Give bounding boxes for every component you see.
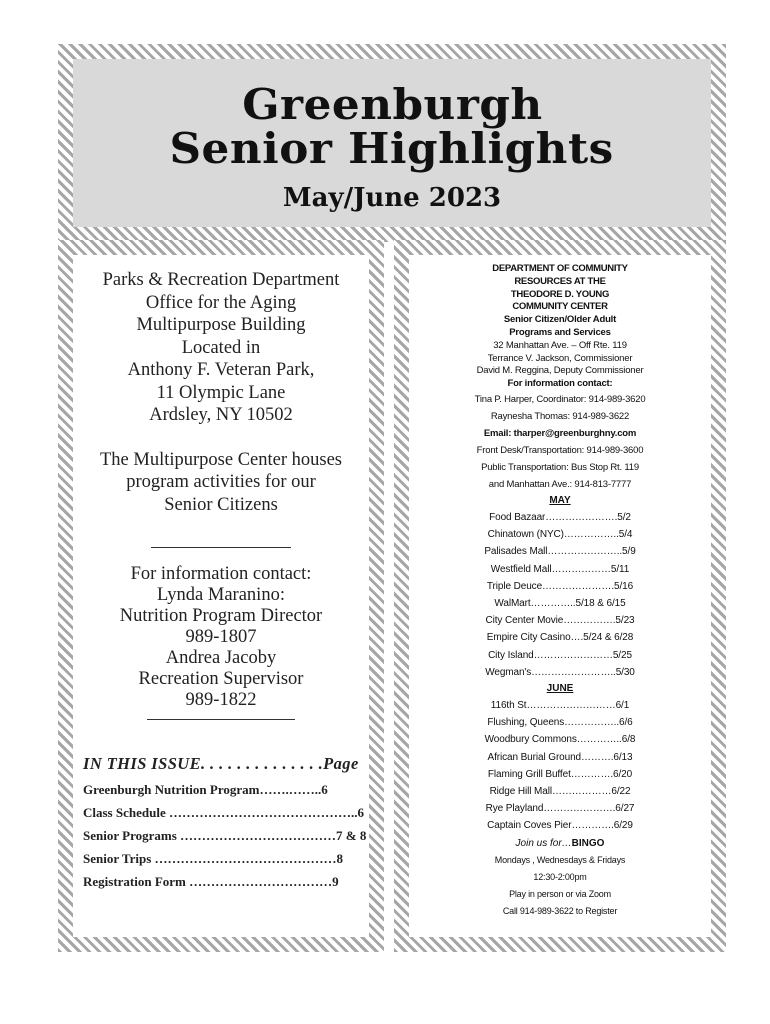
trip-item: Ridge Hill Mall………………6/22: [489, 786, 631, 798]
info-heading: For information contact:: [507, 378, 613, 390]
contact-line: For information contact:: [130, 564, 312, 584]
trip-item: 116th St………………………6/1: [490, 700, 630, 711]
left-column: [73, 255, 369, 937]
masthead: [73, 59, 711, 227]
info-line: Raynesha Thomas: 914-989-3622: [490, 410, 630, 422]
trip-item: Food Bazaar………………….5/2: [489, 511, 631, 523]
department-name-line: THEODORE D. YOUNG: [510, 288, 610, 300]
trip-item: Flaming Grill Buffet………….6/20: [487, 768, 633, 780]
contact-line: Public Transportation: Bus Stop Rt. 119: [481, 461, 639, 473]
toc-item: Class Schedule ……………………………………..6: [83, 805, 364, 820]
address-line: Ardsley, NY 10502: [149, 405, 293, 425]
contact-line: Nutrition Program Director: [119, 606, 323, 626]
left-column-border: [58, 240, 384, 952]
contact-line: Front Desk/Transportation: 914-989-3600: [476, 444, 644, 456]
trip-item: Wegman's……………………..5/30: [485, 666, 635, 678]
address-line: Anthony F. Veteran Park,: [127, 360, 315, 380]
contact-line: Andrea Jacoby: [165, 648, 277, 668]
bingo-detail: Mondays , Wednesdays & Fridays: [494, 854, 626, 865]
address-line: 11 Olympic Lane: [156, 382, 286, 403]
table-of-contents: [83, 754, 367, 889]
address-line: 32 Manhattan Ave. – Off Rte. 119: [493, 339, 627, 351]
address-line: David M. Reggina, Deputy Commissioner: [476, 365, 644, 377]
center-description: [79, 449, 363, 517]
trip-item: Empire City Casino….5/24 & 6/28: [486, 632, 634, 644]
bingo-invite: [409, 835, 711, 852]
email-link[interactable]: Email: tharper@greenburghny.com: [483, 427, 637, 439]
address-line: Located in: [181, 337, 261, 358]
right-column-border: [394, 240, 726, 952]
newsletter-title-line-1: Greenburgh: [241, 80, 543, 129]
divider: [151, 547, 291, 548]
trip-item: City Center Movie…………….5/23: [485, 615, 635, 627]
bingo-detail: 12:30-2:00pm: [533, 871, 587, 882]
department-name-line: RESOURCES AT THE: [514, 275, 606, 287]
toc-heading: IN THIS ISSUE. . . . . . . . . . . . . .Page: [83, 754, 359, 773]
trip-item: Palisades Mall…………………..5/9: [484, 546, 636, 558]
trip-item: Rye Playland………………….6/27: [485, 803, 635, 815]
trip-item: Woodbury Commons…………..6/8: [484, 734, 636, 746]
trip-item: Triple Deuce………………….5/16: [486, 580, 634, 592]
right-column: [409, 255, 711, 937]
department-name-line: COMMUNITY CENTER: [512, 301, 608, 313]
bingo-invite-prefix: Join us for…: [515, 837, 572, 849]
toc-item: Senior Programs ………………………………7 & 8: [83, 828, 367, 843]
trip-item: Captain Coves Pier………….6/29: [487, 820, 633, 832]
contact-line: and Manhattan Ave.: 914-813-7777: [488, 478, 632, 490]
department-address: [79, 269, 363, 427]
program-line: Programs and Services: [509, 326, 611, 338]
may-heading: MAY: [549, 494, 571, 506]
toc-item: Senior Trips ……………………………………8: [83, 851, 344, 866]
address-line: Office for the Aging: [145, 292, 297, 313]
trip-item: African Burial Ground……….6/13: [487, 751, 633, 763]
contact-line: Recreation Supervisor: [138, 669, 304, 689]
toc-item: Greenburgh Nutrition Program…….……..6: [83, 782, 328, 797]
trip-item: Flushing, Queens……………..6/6: [487, 717, 633, 729]
contact-info: [79, 564, 363, 711]
newsletter-title-line-2: Senior Highlights: [169, 124, 615, 173]
trip-item: City Island……………………5/25: [488, 649, 632, 661]
trip-item: WalMart…………..5/18 & 6/15: [494, 597, 626, 609]
header-border: [58, 44, 726, 242]
trip-item: Westfield Mall………………5/11: [490, 563, 630, 575]
contact-line: Lynda Maranino:: [157, 585, 285, 605]
june-heading: JUNE: [546, 683, 574, 694]
info-line: Tina P. Harper, Coordinator: 914-989-3620: [474, 393, 646, 405]
address-line: Multipurpose Building: [136, 315, 306, 335]
bingo-label: BINGO: [571, 837, 605, 849]
description-line: program activities for our: [126, 472, 316, 492]
contact-line: 989-1822: [185, 690, 257, 710]
program-line: Senior Citizen/Older Adult: [503, 314, 617, 326]
address-line: Terrance V. Jackson, Commissioner: [487, 352, 633, 364]
issue-date: May/June 2023: [282, 183, 502, 213]
description-line: Senior Citizens: [164, 494, 278, 515]
contact-line: 989-1807: [185, 627, 257, 647]
divider: [147, 719, 295, 720]
toc-item: Registration Form ……………………………9: [83, 874, 339, 889]
description-line: The Multipurpose Center houses: [100, 449, 342, 470]
address-line: Parks & Recreation Department: [102, 270, 340, 290]
bingo-detail: Play in person or via Zoom: [509, 888, 611, 899]
trip-item: Chinatown (NYC)……………..5/4: [487, 529, 633, 541]
bingo-detail: Call 914-989-3622 to Register: [502, 905, 618, 916]
department-name-line: DEPARTMENT OF COMMUNITY: [492, 263, 628, 274]
